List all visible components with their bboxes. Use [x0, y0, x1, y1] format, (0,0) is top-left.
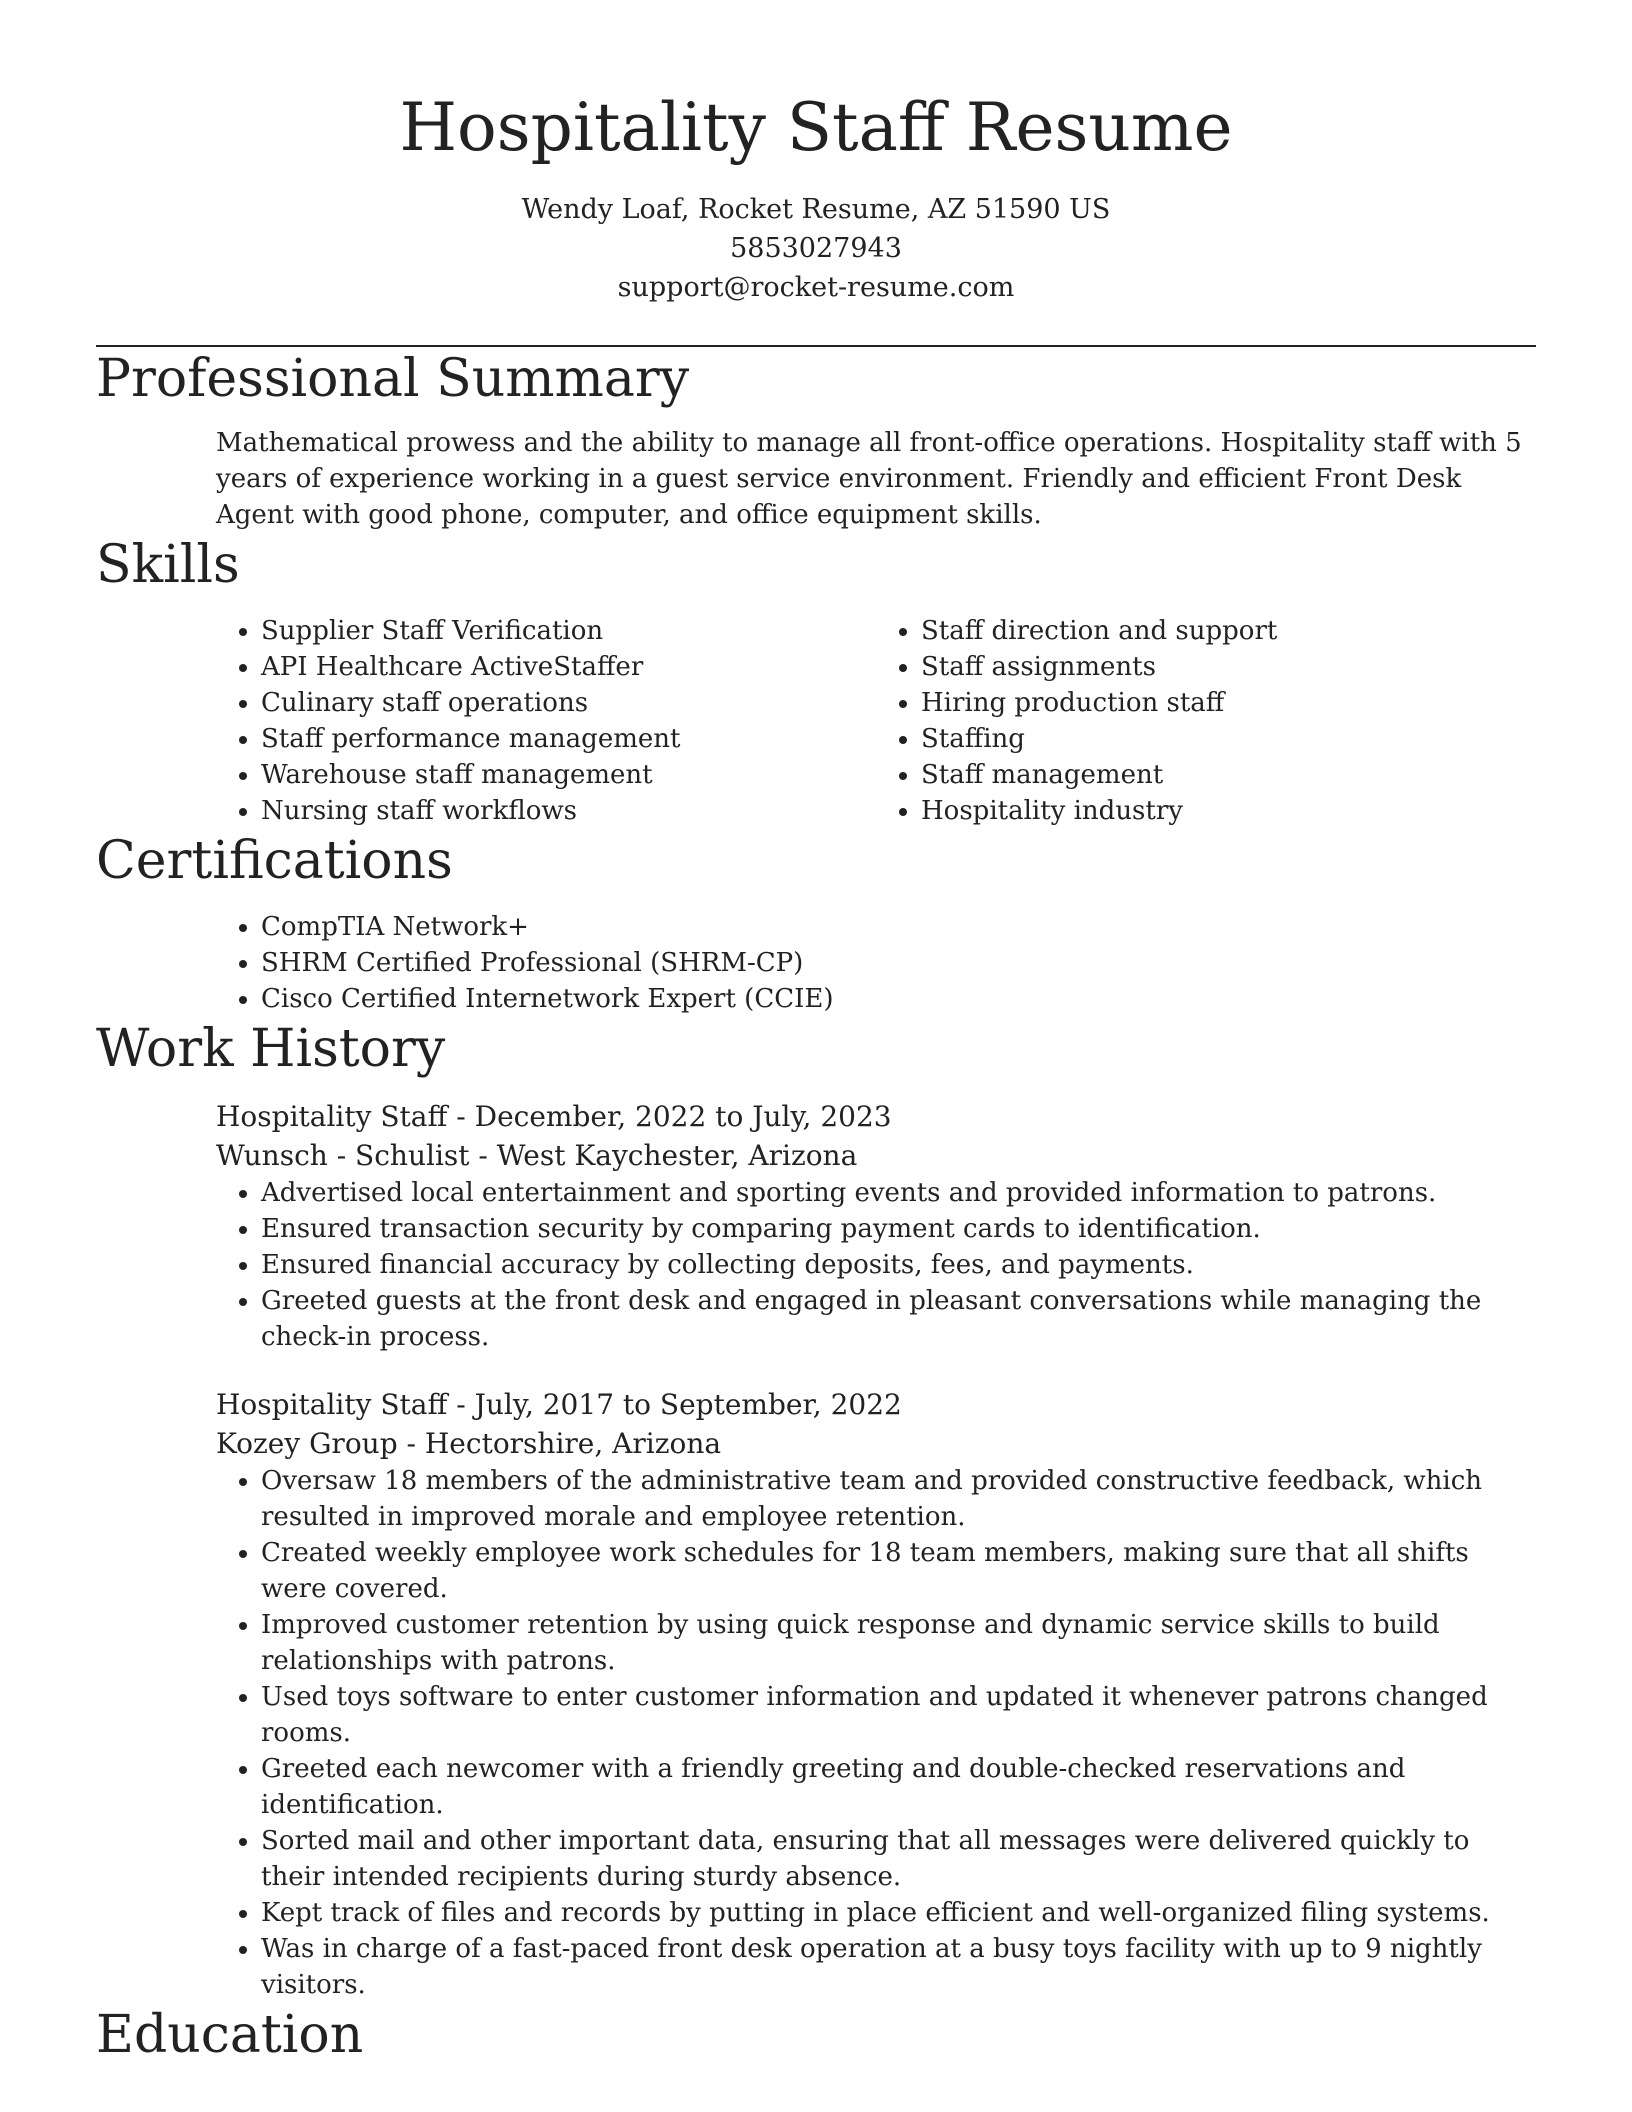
- certifications-heading: Certifications: [96, 831, 453, 891]
- job-bullet: • Greeted each newcomer with a friendly greeting and double-checked reservations and identification.: [261, 1751, 1536, 1823]
- contact-block: [96, 190, 1536, 307]
- skill-item: • Staff direction and support: [921, 613, 1536, 649]
- job-bullet: • Created weekly employee work schedules for 18 team members, making sure that all shifts were covered.: [261, 1535, 1536, 1607]
- skill-item: • Warehouse staff management: [261, 757, 876, 793]
- skill-item: • Staff performance management: [261, 721, 876, 757]
- certifications-list: [216, 909, 1536, 1017]
- job-company-line: Wunsch - Schulist - West Kaychester, Arizona: [216, 1139, 858, 1172]
- skill-item: • Staffing: [921, 721, 1536, 757]
- summary-text: Mathematical prowess and the ability to manage all front-office operations. Hospitality staff with 5 years of experience working in a guest service environment. Friendly and efficient Front Desk Agent with good phone, computer, and office equipment skills.: [216, 428, 1522, 530]
- skill-item: • Staff assignments: [921, 649, 1536, 685]
- skill-item: • Culinary staff operations: [261, 685, 876, 721]
- certification-item: • SHRM Certified Professional (SHRM-CP): [261, 945, 1536, 981]
- resume-title: Hospitality Staff Resume: [399, 89, 1233, 166]
- skills-list-left: [216, 613, 876, 829]
- job-bullet: • Oversaw 18 members of the administrative team and provided constructive feedback, which resulted in improved morale and employee retention.: [261, 1463, 1536, 1535]
- skills-list-right: [876, 613, 1536, 829]
- skill-item: • Hiring production staff: [921, 685, 1536, 721]
- skill-item: • Hospitality industry: [921, 793, 1536, 829]
- job-bullets: [216, 1463, 1536, 2003]
- job-title-line: Hospitality Staff - July, 2017 to September, 2022: [216, 1388, 902, 1421]
- job-bullet: • Kept track of files and records by putting in place efficient and well-organized filing systems.: [261, 1895, 1536, 1931]
- job-entry: [216, 1097, 1536, 1355]
- education-heading: Education: [96, 2005, 364, 2065]
- contact-email: support@rocket-resume.com: [617, 272, 1015, 303]
- job-bullet: • Was in charge of a fast-paced front desk operation at a busy toys facility with up to 9 nightly visitors.: [261, 1931, 1536, 2003]
- job-company-line: Kozey Group - Hectorshire, Arizona: [216, 1427, 722, 1460]
- resume-page: [96, 0, 1536, 2067]
- skills-heading: Skills: [96, 535, 240, 595]
- certification-item: • Cisco Certified Internetwork Expert (CCIE): [261, 981, 1536, 1017]
- certification-item: • CompTIA Network+: [261, 909, 1536, 945]
- job-bullets: [216, 1175, 1536, 1355]
- skills-columns: [216, 613, 1536, 829]
- job-entry: [216, 1385, 1536, 2003]
- skill-item: • Supplier Staff Verification: [261, 613, 876, 649]
- summary-heading: Professional Summary: [96, 349, 690, 409]
- job-bullet: • Greeted guests at the front desk and engaged in pleasant conversations while managing the check-in process.: [261, 1283, 1536, 1355]
- job-bullet: • Ensured transaction security by comparing payment cards to identification.: [261, 1211, 1536, 1247]
- skill-item: • Nursing staff workflows: [261, 793, 876, 829]
- contact-address: Wendy Loaf, Rocket Resume, AZ 51590 US: [521, 194, 1111, 225]
- work-history-heading: Work History: [96, 1019, 446, 1079]
- skill-item: • Staff management: [921, 757, 1536, 793]
- certifications-block: [216, 909, 1536, 1017]
- job-bullet: • Used toys software to enter customer information and updated it whenever patrons changed rooms.: [261, 1679, 1536, 1751]
- job-title-line: Hospitality Staff - December, 2022 to July, 2023: [216, 1100, 892, 1133]
- job-bullet: • Sorted mail and other important data, ensuring that all messages were delivered quickly to their intended recipients during sturdy absence.: [261, 1823, 1536, 1895]
- job-bullet: • Improved customer retention by using quick response and dynamic service skills to build relationships with patrons.: [261, 1607, 1536, 1679]
- contact-phone: 5853027943: [730, 233, 902, 264]
- skill-item: • API Healthcare ActiveStaffer: [261, 649, 876, 685]
- job-bullet: • Ensured financial accuracy by collecting deposits, fees, and payments.: [261, 1247, 1536, 1283]
- job-bullet: • Advertised local entertainment and sporting events and provided information to patrons.: [261, 1175, 1536, 1211]
